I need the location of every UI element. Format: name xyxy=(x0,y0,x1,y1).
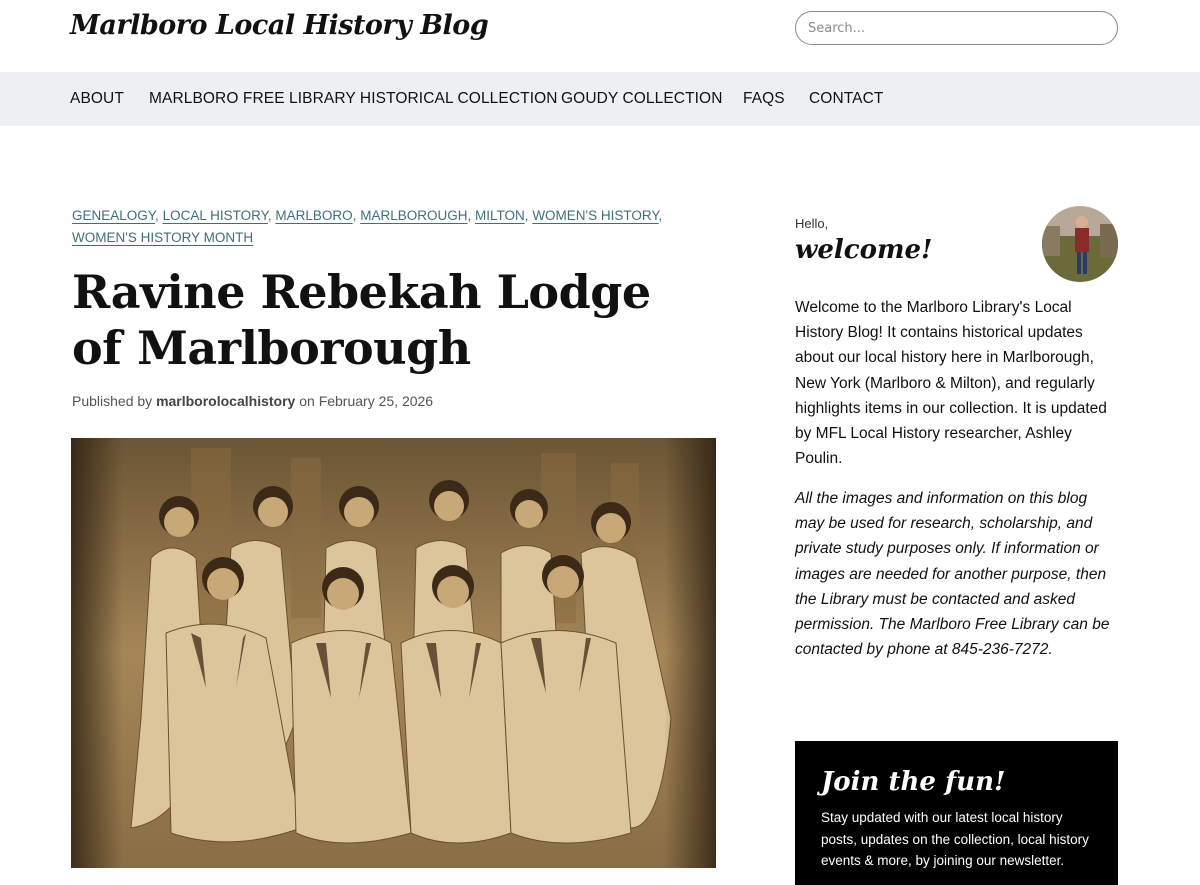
post-title xyxy=(72,264,692,376)
author-avatar xyxy=(1042,206,1118,282)
sidebar-welcome-heading: welcome! xyxy=(795,235,933,265)
category-link-womens-history[interactable]: WOMEN'S HISTORY xyxy=(532,208,659,223)
post-title-line-1: Ravine Rebekah Lodge xyxy=(72,265,651,319)
nav-item-historical-collection[interactable]: MARLBORO FREE LIBRARY HISTORICAL COLLECTION xyxy=(149,90,558,107)
avatar-image xyxy=(1042,206,1118,282)
category-link-local-history[interactable]: LOCAL HISTORY xyxy=(162,208,268,223)
site-header xyxy=(0,0,1200,72)
category-separator: , xyxy=(155,208,159,223)
nav-item-faqs[interactable]: FAQS xyxy=(743,90,785,107)
category-link-marlborough[interactable]: MARLBOROUGH xyxy=(360,208,468,223)
newsletter-text: Stay updated with our latest local history posts, updates on the collection, local history events & more, by joining our newsletter. xyxy=(821,810,1089,868)
category-separator: , xyxy=(352,208,357,223)
byline-prefix: Published by xyxy=(72,393,153,409)
sidebar-intro-text: Welcome to the Marlboro Library's Local History Blog! It contains historical updates about our local history here in Marlborough, New York (Marlboro & Milton), and regularly highlights items in our collection. It is updated by MFL Local History researcher, Ashley Poulin. xyxy=(795,299,1107,468)
category-link-marlboro[interactable]: MARLBORO xyxy=(275,208,353,223)
site-title[interactable]: Marlboro Local History Blog xyxy=(70,10,489,41)
featured-photo-group-portrait xyxy=(71,438,716,868)
byline-on: on xyxy=(299,393,315,409)
sepia-photo-image xyxy=(71,438,716,868)
main-navigation xyxy=(0,72,1200,126)
nav-item-contact[interactable]: CONTACT xyxy=(809,90,884,107)
category-separator: , xyxy=(267,208,272,223)
category-separator: , xyxy=(467,208,472,223)
nav-item-goudy-collection[interactable]: GOUDY COLLECTION xyxy=(561,90,723,107)
category-link-milton[interactable]: MILTON xyxy=(475,208,525,223)
sidebar-hello: Hello, xyxy=(795,216,829,231)
search-input[interactable] xyxy=(795,11,1118,45)
post-date: February 25, 2026 xyxy=(318,393,434,409)
author-link[interactable]: marlborolocalhistory xyxy=(156,393,296,409)
post-byline xyxy=(72,393,433,409)
category-link-genealogy[interactable]: GENEALOGY xyxy=(72,208,156,223)
newsletter-title: Join the fun! xyxy=(821,767,1006,797)
post-title-line-2: of Marlborough xyxy=(72,321,471,375)
nav-item-about[interactable]: ABOUT xyxy=(70,90,124,107)
sidebar-usage-note: All the images and information on this blog may be used for research, scholarship, and private study purposes only. If information or images are needed for another purpose, then the Library must be contacted and asked permission. The Marlboro Free Library can be contacted by phone at 845-236-7272. xyxy=(795,490,1110,659)
newsletter-box xyxy=(795,741,1118,885)
category-separator: , xyxy=(524,208,529,223)
category-link-womens-history-month[interactable]: WOMEN'S HISTORY MONTH xyxy=(72,230,254,245)
post-categories xyxy=(72,205,692,249)
category-separator: , xyxy=(658,208,663,223)
